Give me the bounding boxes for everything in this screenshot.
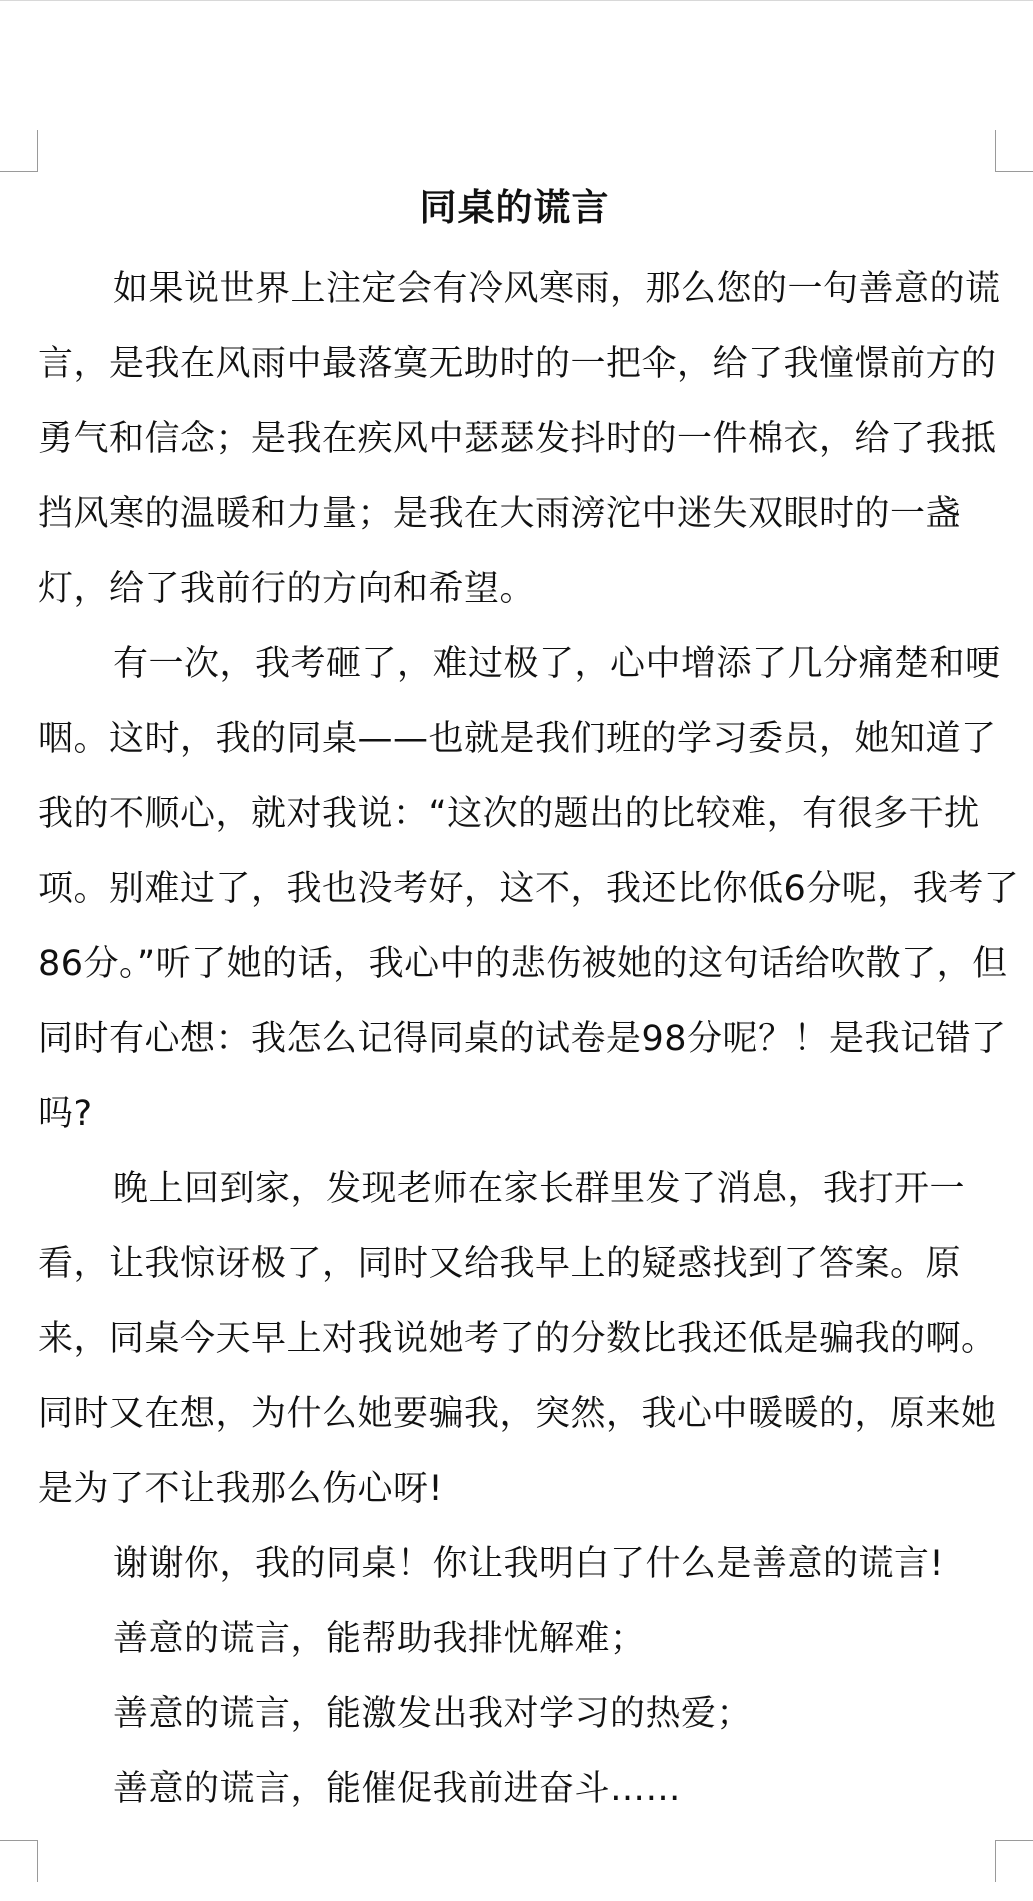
paragraph-4: 谢谢你，我的同桌！你让我明白了什么是善意的谎言! bbox=[113, 1544, 945, 1584]
paragraph-6: 善意的谎言，能激发出我对学习的热爱； bbox=[113, 1694, 753, 1734]
document-title: 同桌的谎言 bbox=[419, 186, 610, 229]
margin-corner-top-left bbox=[0, 130, 38, 172]
margin-corner-bottom-left bbox=[0, 1840, 38, 1882]
paragraph-5: 善意的谎言，能帮助我排忧解难； bbox=[113, 1619, 646, 1659]
margin-corner-bottom-right bbox=[995, 1840, 1033, 1882]
document-body bbox=[38, 180, 1031, 1827]
page-top-border bbox=[0, 0, 1033, 1]
paragraph-2: 有一次，我考砸了，难过极了，心中增添了几分痛楚和哽咽。这时，我的同桌——也就是我们班的学习委员，她知道了我的不顺心，就对我说：“这次的题出的比较难，有很多干扰项。别难过了，我也没考好，这不，我还比你低6分呢，我考了86分。”听了她的话，我心中的悲伤被她的这句话给吹散了，但同时有心想：我怎么记得同桌的试卷是98分呢？！是我记错了吗? bbox=[38, 644, 1020, 1134]
margin-corner-top-right bbox=[995, 130, 1033, 172]
paragraph-7: 善意的谎言，能催促我前进奋斗…… bbox=[113, 1769, 682, 1809]
paragraph-1: 如果说世界上注定会有冷风寒雨，那么您的一句善意的谎言，是我在风雨中最落寞无助时的一把伞，给了我憧憬前方的勇气和信念；是我在疾风中瑟瑟发抖时的一件棉衣，给了我抵挡风寒的温暖和力量；是我在大雨滂沱中迷失双眼时的一盏灯，给了我前行的方向和希望。 bbox=[38, 269, 1001, 609]
paragraph-3: 晚上回到家，发现老师在家长群里发了消息，我打开一看，让我惊讶极了，同时又给我早上的疑惑找到了答案。原来，同桌今天早上对我说她考了的分数比我还低是骗我的啊。同时又在想，为什么她要骗我，突然，我心中暖暖的，原来她是为了不让我那么伤心呀! bbox=[38, 1169, 997, 1509]
